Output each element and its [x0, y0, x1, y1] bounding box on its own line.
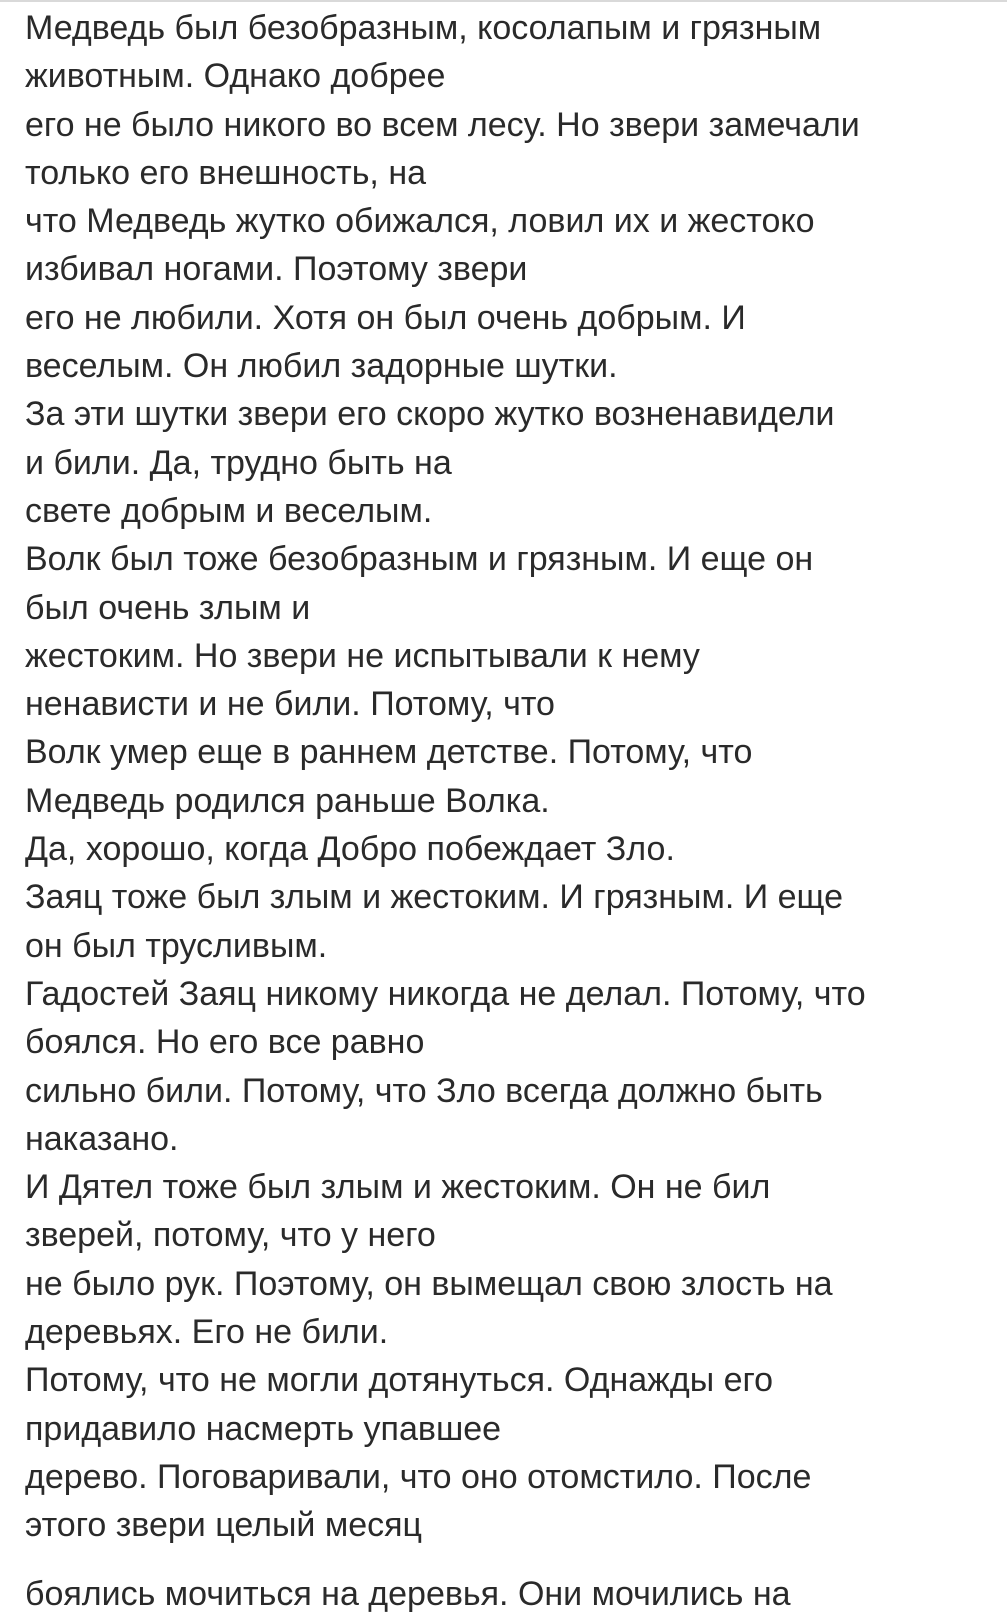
text-line: Волк умер еще в раннем детстве. Потому, что	[25, 733, 753, 772]
text-line: он был трусливым.	[25, 926, 328, 965]
text-body	[25, 4, 1000, 1613]
text-line: Медведь был безобразным, косолапым и грязным	[25, 9, 822, 47]
text-line: зверей, потому, что у него	[25, 1216, 436, 1255]
text-line: его не было никого во всем лесу. Но звери замечали	[25, 105, 860, 144]
text-line: только его внешность, на	[25, 153, 427, 192]
text-line-cut-off	[25, 1550, 1000, 1613]
text-line: избивал ногами. Поэтому звери	[25, 250, 528, 289]
text-line: деревьях. Его не били.	[25, 1313, 389, 1352]
text-line-cut-off-text: боялись мочиться на деревья. Они мочились на	[25, 1574, 791, 1613]
text-line: что Медведь жутко обижался, ловил их и жестоко	[25, 202, 815, 241]
text-line: Да, хорошо, когда Добро побеждает Зло.	[25, 830, 675, 869]
text-line: животным. Однако добрее	[25, 57, 446, 96]
text-line: Потому, что не могли дотянуться. Однажды его	[25, 1361, 774, 1400]
text-line: дерево. Поговаривали, что оно отомстило. После	[25, 1457, 812, 1496]
text-line: был очень злым и	[25, 588, 311, 627]
text-line: жестоким. Но звери не испытывали к нему	[25, 636, 700, 675]
top-divider	[0, 0, 1007, 2]
text-line: Гадостей Заяц никому никогда не делал. Потому, что	[25, 974, 866, 1013]
text-line: ненависти и не били. Потому, что	[25, 685, 555, 724]
text-line: его не любили. Хотя он был очень добрым. И	[25, 298, 746, 337]
text-line: веселым. Он любил задорные шутки.	[25, 347, 618, 386]
text-line: Заяц тоже был злым и жестоким. И грязным. И еще	[25, 878, 844, 917]
text-line: свете добрым и веселым.	[25, 491, 433, 530]
text-line: не было рук. Поэтому, он вымещал свою злость на	[25, 1264, 833, 1303]
text-line: придавило насмерть упавшее	[25, 1409, 502, 1448]
text-line: сильно били. Потому, что Зло всегда должно быть	[25, 1071, 823, 1110]
text-line: наказано.	[25, 1119, 179, 1158]
text-line: И Дятел тоже был злым и жестоким. Он не бил	[25, 1168, 771, 1207]
text-line: боялся. Но его все равно	[25, 1023, 425, 1062]
text-line: и били. Да, трудно быть на	[25, 443, 452, 482]
text-line: этого звери целый месяц	[25, 1506, 422, 1545]
text-line: Медведь родился раньше Волка.	[25, 781, 550, 820]
text-line: Волк был тоже безобразным и грязным. И еще он	[25, 540, 814, 579]
text-line: За эти шутки звери его скоро жутко возненавидели	[25, 395, 835, 434]
